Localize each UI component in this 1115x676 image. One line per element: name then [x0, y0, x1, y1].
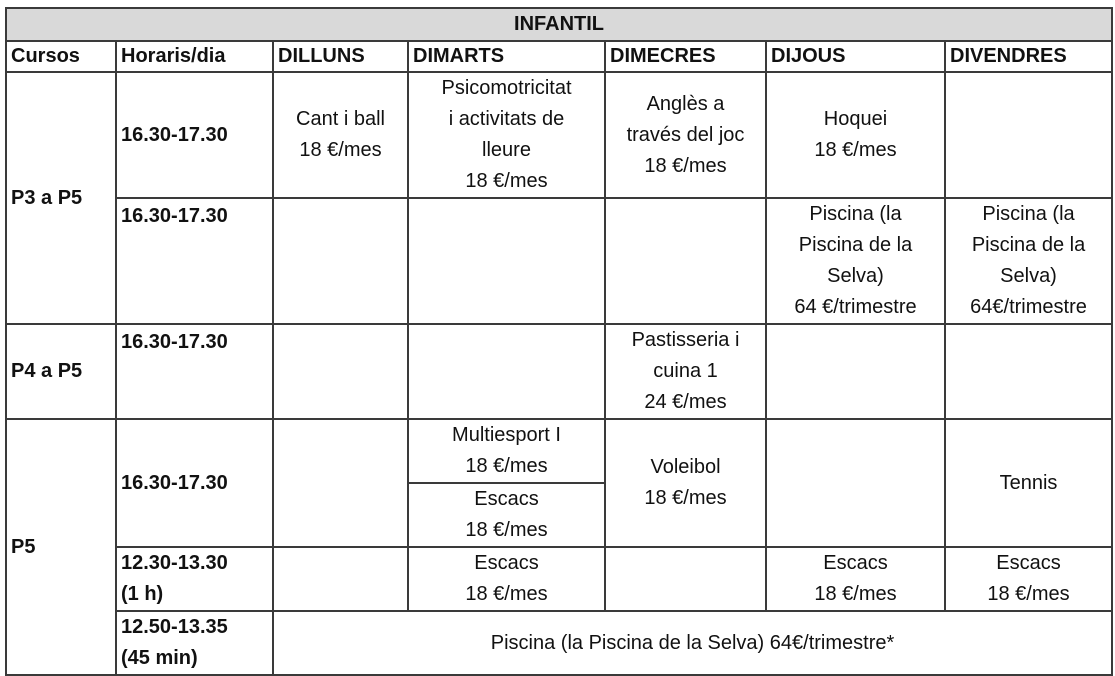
activity-cell [945, 419, 1112, 547]
activities-table [5, 7, 1113, 676]
table-row [6, 611, 1112, 675]
time-cell: 16.30-17.30 [116, 419, 273, 547]
activity-name: Escacs [474, 488, 539, 510]
time-range: 12.50-13.35 [121, 616, 228, 638]
header-wednesday: DIMECRES [605, 41, 766, 72]
activity-cell [605, 324, 766, 419]
empty-cell [605, 547, 766, 611]
time-cell [116, 547, 273, 611]
time-duration: (45 min) [121, 647, 198, 669]
activity-name: i activitats de [448, 108, 565, 130]
activity-name: Cant i ball [296, 108, 385, 130]
empty-cell [766, 324, 945, 419]
empty-cell [945, 72, 1112, 198]
empty-cell [766, 419, 945, 547]
activity-name: Escacs [474, 552, 539, 574]
time-range: 12.30-13.30 [121, 552, 228, 574]
activity-price: 18 €/mes [299, 139, 382, 161]
activity-price: 18 €/mes [644, 154, 727, 177]
header-courses: Cursos [6, 41, 116, 72]
activity-name: Tennis [999, 471, 1058, 494]
activity-name: lleure [482, 139, 531, 161]
empty-cell [408, 198, 605, 324]
time-cell: 16.30-17.30 [116, 72, 273, 198]
activity-cell [766, 72, 945, 198]
activity-name: Anglès a [646, 92, 725, 115]
activity-cell [273, 72, 408, 198]
empty-cell [273, 547, 408, 611]
activity-price: 64 €/trimestre [794, 296, 917, 318]
empty-cell [945, 324, 1112, 419]
activity-name: Multiesport I [452, 424, 561, 446]
activity-price: 64€/trimestre [970, 296, 1087, 318]
activity-price: 18 €/mes [814, 583, 897, 605]
table-row [6, 547, 1112, 611]
table-title: INFANTIL [6, 8, 1112, 41]
header-schedule: Horaris/dia [116, 41, 273, 72]
activity-name: Escacs [996, 552, 1061, 574]
course-p4-p5: P4 a P5 [6, 324, 116, 419]
time-cell [116, 611, 273, 675]
activity-price: 18 €/mes [465, 519, 548, 541]
activity-name: Piscina (la [809, 203, 902, 225]
header-tuesday: DIMARTS [408, 41, 605, 72]
activity-name: Psicomotricitat [441, 77, 572, 99]
activity-name: Piscina (la [982, 203, 1075, 225]
activity-cell [605, 419, 766, 547]
activity-price: 24 €/mes [644, 391, 727, 413]
header-friday: DIVENDRES [945, 41, 1112, 72]
empty-cell [273, 198, 408, 324]
activity-cell [945, 547, 1112, 611]
time-cell: 16.30-17.30 [116, 198, 273, 324]
activity-span-cell: Piscina (la Piscina de la Selva) 64€/trimestre* [273, 611, 1112, 675]
table-row [6, 198, 1112, 324]
activity-cell [766, 198, 945, 324]
empty-cell [273, 419, 408, 547]
activity-price: 18 €/mes [644, 487, 727, 509]
activity-cell [766, 547, 945, 611]
activity-name: través del joc [626, 123, 745, 146]
activity-price: 18 €/mes [465, 583, 548, 605]
activity-name: cuina 1 [653, 360, 718, 382]
activity-name: Selva) [1000, 265, 1057, 287]
activity-name: Pastisseria i [631, 329, 740, 351]
time-duration: (1 h) [121, 583, 164, 605]
empty-cell [273, 324, 408, 419]
activity-price: 18 €/mes [814, 139, 897, 161]
activity-name: Selva) [827, 265, 884, 287]
time-cell: 16.30-17.30 [116, 324, 273, 419]
activity-cell [605, 72, 766, 198]
activity-cell [408, 72, 605, 198]
header-thursday: DIJOUS [766, 41, 945, 72]
activity-price: 18 €/mes [465, 170, 548, 192]
activity-cell [408, 419, 605, 483]
activity-cell [945, 198, 1112, 324]
activity-price: 18 €/mes [465, 455, 548, 477]
empty-cell [605, 198, 766, 324]
course-p3-p5: P3 a P5 [6, 72, 116, 324]
activity-name: Hoquei [823, 108, 888, 130]
empty-cell [408, 324, 605, 419]
table-row [6, 419, 1112, 483]
table-row [6, 324, 1112, 419]
course-p5: P5 [6, 419, 116, 675]
activity-name: Escacs [823, 552, 888, 574]
activity-cell [408, 547, 605, 611]
activity-name: Voleibol [650, 456, 721, 478]
table-row [6, 72, 1112, 198]
activity-name: Piscina de la [798, 234, 913, 256]
header-row [6, 41, 1112, 72]
activity-name: Piscina de la [971, 234, 1086, 256]
header-monday: DILLUNS [273, 41, 408, 72]
activity-price: 18 €/mes [987, 583, 1070, 605]
activity-cell [408, 483, 605, 547]
